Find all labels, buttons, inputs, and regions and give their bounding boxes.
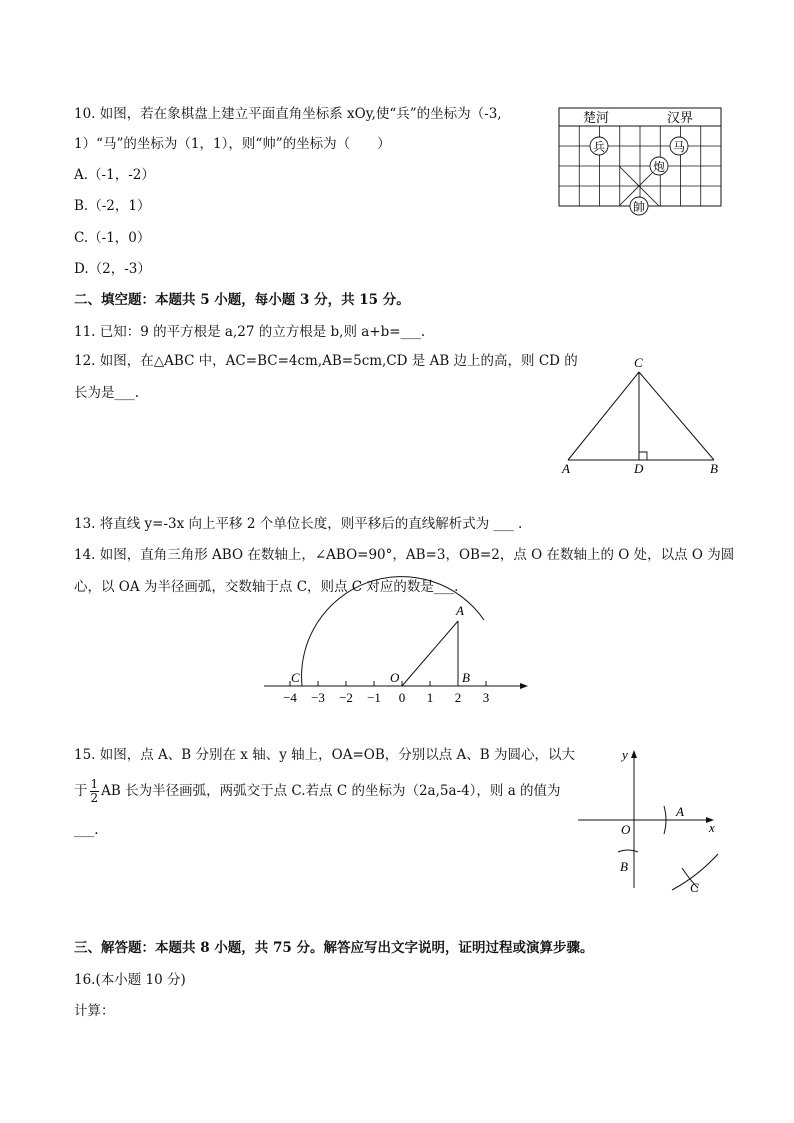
q14-line2: 心，以 OA 为半径画弧，交数轴于点 C，则点 C 对应的数是___. <box>74 579 459 595</box>
coordinate-figure <box>578 742 728 902</box>
numberline-tick-label: 0 <box>398 690 406 705</box>
piece-bing-label: 兵 <box>592 140 606 154</box>
tri-label-a: A <box>562 461 570 476</box>
q15-line2-post: AB 长为半径画弧，两弧交于点 C.若点 C 的坐标为（2a,5a-4），则 a 的值为 <box>101 783 561 799</box>
numberline-tick-label: 1 <box>426 690 434 705</box>
tri-label-d: D <box>634 461 644 476</box>
chessboard-figure <box>558 107 723 222</box>
one-half-fraction <box>90 778 100 805</box>
nl-label-o: O <box>390 670 400 685</box>
piece-shuai <box>630 197 648 215</box>
q10-option-c: C.（-1，0） <box>74 230 151 246</box>
section3-heading: 三、解答题：本题共 8 小题，共 75 分。解答应写出文字说明，证明过程或演算步骤。 <box>74 940 594 956</box>
frac-numerator: 1 <box>90 777 99 791</box>
nl-label-c: C <box>291 670 300 685</box>
q10-line1: 10. 如图，若在象棋盘上建立平面直角坐标系 xOy,使“兵”的坐标为（-3, <box>74 106 502 122</box>
q10-option-d: D.（2，-3） <box>74 261 151 277</box>
q14-line1: 14. 如图，直角三角形 ABO 在数轴上，∠ABO=90°，AB=3，OB=2，点 O 在数轴上的 O 处，以点 O 为圆 <box>74 547 735 563</box>
numberline-tick-label: −1 <box>367 690 381 705</box>
q15-line1: 15. 如图，点 A、B 分别在 x 轴、y 轴上，OA=OB，分别以点 A、B 为圆心，以大 <box>74 747 575 763</box>
board-river-right: 汉界 <box>667 110 694 125</box>
q16-title: 16.(本小题 10 分) <box>74 972 186 988</box>
coord-label-b: B <box>620 859 628 874</box>
coord-label-o: O <box>621 822 631 837</box>
triangle-figure <box>555 352 730 477</box>
piece-ma <box>670 137 688 155</box>
tri-label-b: B <box>710 461 718 476</box>
q15-line3: ___. <box>74 822 99 838</box>
piece-shuai-label: 帥 <box>632 200 646 214</box>
q13: 13. 将直线 y=-3x 向上平移 2 个单位长度，则平移后的直线解析式为 ___ . <box>74 516 523 532</box>
numberline-tick-label: 3 <box>482 690 490 705</box>
piece-ma-label: 马 <box>672 140 686 154</box>
q15-line2-pre: 于 <box>74 783 88 799</box>
q16-text: 计算： <box>74 1003 115 1019</box>
piece-pao <box>650 157 668 175</box>
q15-line2 <box>74 778 561 805</box>
coord-label-y: y <box>622 747 628 762</box>
coord-label-c: C <box>690 880 699 895</box>
q12-line1: 12. 如图，在△ABC 中，AC=BC=4cm,AB=5cm,CD 是 AB 边上的高，则 CD 的 <box>74 353 578 369</box>
q10-option-b: B.（-2，1） <box>74 198 151 214</box>
q10-line2: 1）“马”的坐标为（1，1），则“帅”的坐标为（ ） <box>74 136 391 152</box>
nl-label-a: A <box>456 603 464 618</box>
numberline-tick-label: −3 <box>311 690 325 705</box>
tri-label-c: C <box>634 355 643 370</box>
numberline-tick-label: −2 <box>339 690 353 705</box>
q11: 11. 已知：9 的平方根是 a,27 的立方根是 b,则 a+b=___. <box>74 324 426 340</box>
nl-label-b: B <box>462 670 470 685</box>
coord-label-a: A <box>676 804 684 819</box>
numberline-figure <box>262 600 532 710</box>
q10-option-a: A.（-1，-2） <box>74 167 155 183</box>
numberline-tick-label: −4 <box>283 690 297 705</box>
board-river-left: 楚河 <box>583 110 610 125</box>
piece-pao-label: 炮 <box>652 160 666 174</box>
frac-denominator: 2 <box>90 791 99 805</box>
section2-heading: 二、填空题：本题共 5 小题，每小题 3 分，共 15 分。 <box>74 292 410 308</box>
numberline-tick-label: 2 <box>454 690 462 705</box>
coord-label-x: x <box>709 820 715 835</box>
piece-bing <box>590 137 608 155</box>
q12-line2: 长为是___. <box>74 385 140 401</box>
